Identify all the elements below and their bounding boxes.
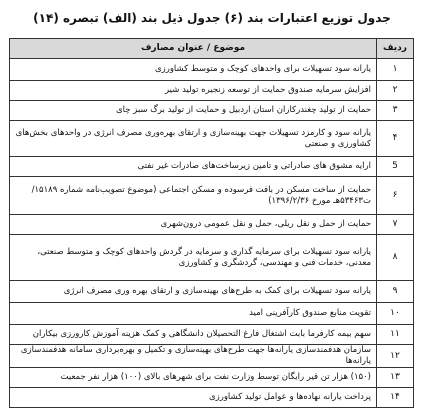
table-row [10, 101, 414, 121]
table-row [10, 388, 414, 408]
table-row [10, 81, 414, 101]
row-number: ۱ [377, 59, 414, 81]
table-row [10, 215, 414, 235]
row-subject: حمايت از حمل و نقل ريلى، حمل و نقل عمومى درون‌شهرى [10, 215, 377, 235]
row-subject: سازمان هدفمندسازى يارانه‌ها جهت طرح‌هاى بهينه‌سازى و تكميل و بهره‌بردارى سامانه هدفمندسازى يارانه‌ها [10, 345, 377, 368]
row-number: ۶ [377, 177, 414, 215]
row-subject: يارانه سود تسهيلات براى كمک به طرح‌هاى بهينه‌سازى و ارتقاى بهره ورى مصرف انرژى [10, 281, 377, 303]
table-row [10, 303, 414, 325]
row-number: ۳ [377, 101, 414, 121]
header-subject: موضوع / عنوان مصارف [10, 39, 377, 59]
row-subject: يارانه سود تسهيلات براى واحدهاى كوچک و متوسط كشاورزى [10, 59, 377, 81]
table-row [10, 235, 414, 281]
allocation-table [9, 38, 414, 408]
table-header-row [10, 39, 414, 59]
row-number: ۱۴ [377, 388, 414, 408]
row-subject: ارايه مشوق هاى صادراتى و تامين زيرساخت‌هاى صادرات غير نفتى [10, 157, 377, 177]
row-number: ۹ [377, 281, 414, 303]
table-row [10, 177, 414, 215]
row-number: ۱۲ [377, 345, 414, 368]
row-number: ۴ [377, 121, 414, 157]
table-row [10, 368, 414, 388]
row-subject: (۱۵۰) هزار تن قير رايگان توسط وزارت نفت براى شهرهاى بالاى (۱۰۰) هزار نفر جمعيت [10, 368, 377, 388]
row-subject: يارانه سود تسهيلات براى سرمايه گذارى و سرمايه در گردش واحدهاى كوچک و متوسط صنعتى، معدنى، خدمات فنى و مهندسى، گردشگرى و كشاورزى [10, 235, 377, 281]
row-number: ۷ [377, 215, 414, 235]
row-number: ۱۱ [377, 325, 414, 345]
row-subject: تقويت منابع صندوق كارآفرينى اميد [10, 303, 377, 325]
row-number: ۱۳ [377, 368, 414, 388]
table-row [10, 325, 414, 345]
row-subject: افزايش سرمايه صندوق حمايت از توسعه زنجيره توليد شير [10, 81, 377, 101]
row-number: ۱۰ [377, 303, 414, 325]
table-row [10, 281, 414, 303]
table-row [10, 157, 414, 177]
row-number: ۸ [377, 235, 414, 281]
row-number: 5 [377, 157, 414, 177]
row-subject: حمايت از ساخت مسكن در بافت فرسوده و مسكن اجتماعى (موضوع تصويب‌نامه شماره ۱۵۱۸۹/ت۵۳۴۶۳هـ مورخ ۱۳۹۶/۲/۳۶) [10, 177, 377, 215]
table-row [10, 59, 414, 81]
row-subject: پرداخت يارانه نهاده‌ها و عوامل توليد كشاورزى [10, 388, 377, 408]
row-number: ۲ [377, 81, 414, 101]
table-row [10, 121, 414, 157]
row-subject: سهم بيمه كارفرما بابت اشتغال فارغ التحصيلان دانشگاهى و كمک هزينه آموزش كارورزى بيكاران [10, 325, 377, 345]
document-title: جدول توزيع اعتبارات بند (۶) جدول ذيل بند (الف) تبصره (۱۴) [33, 11, 391, 25]
table-row [10, 345, 414, 368]
row-subject: حمايت از توليد چغندركاران استان اردبيل و حمايت از توليد برگ سبز چاى [10, 101, 377, 121]
row-subject: يارانه سود و كارمزد تسهيلات جهت بهينه‌سازى و ارتقاى بهره‌ورى مصرف انرژى در واحدهاى بخش‌هاى كشاورزى و صنعتى [10, 121, 377, 157]
header-row-number: رديف [377, 39, 414, 59]
